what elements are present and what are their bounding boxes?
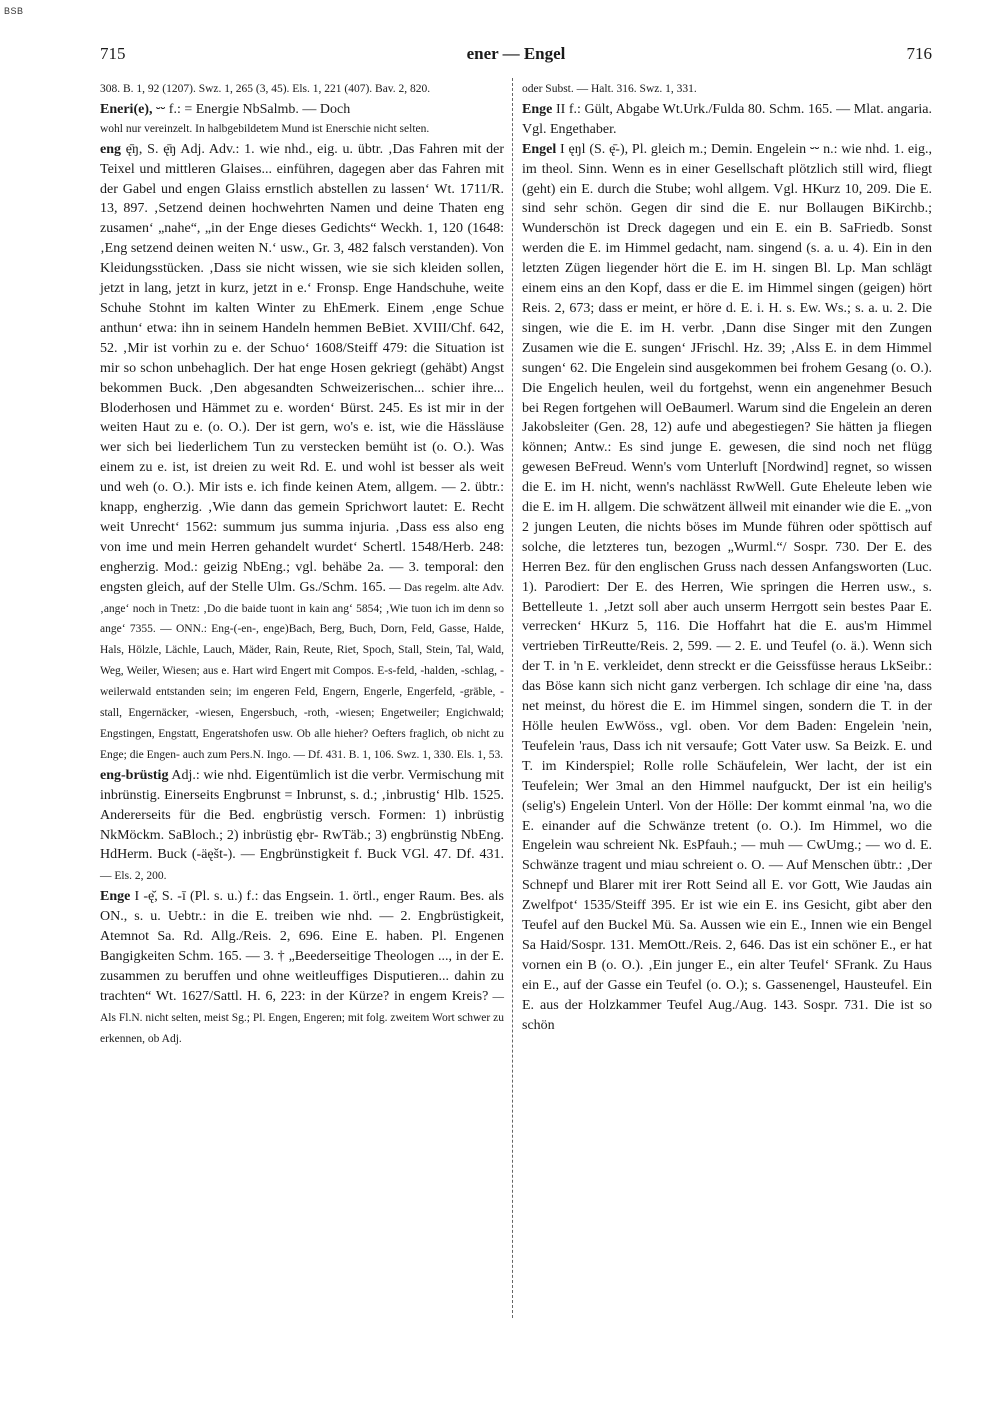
entry-eng-note: — Das regelm. alte Adv. ‚ange‘ noch in Tnetz: ‚Do die baide tuont in kain ang‘ 5854; ‚Wie tuon ich im denn so ange‘ 7355. — ONN.: Eng-(-en-, enge)Bach, Berg, Buch, Dorn, Feld, Gasse, Halde, Hals, Hölzle, Lächle, Lauch, Mäder, Rain, Reute, Riet, Spoch, Stall, Stein, Tal, Wald, Weg, Weiler, Wiesen; aus e. Hart wird Engert mit Compos. E-s-feld, -halden, -schlag, -weilerwald entstanden sein; im engeren Feld, Engern, Engerle, Engerfeld, -gräble, -stall, Engernäcker, -wiesen, Engersbuch, -roth, -wiesen; Engetweiler; Engichwald; Engstingen, Engstatt, Engeratshofen usw. Ob alle hieher? Oefters fraglich, ob nicht zu Enge; die Engen- auch zum Pers.N. Ingo. — Df. 431. B. 1, 106. Swz. 1, 330. Els. 1, 53.	[100, 581, 504, 761]
entry-continuation: 308. B. 1, 92 (1207). Swz. 1, 265 (3, 45). Els. 1, 221 (407). Bav. 2, 820.	[100, 83, 431, 95]
left-column	[100, 80, 504, 1050]
column-divider	[512, 78, 513, 1318]
entry-enge-1	[100, 887, 504, 1049]
headword-eng-bruestig: eng-brüstig	[100, 767, 169, 783]
entry-engel-1	[522, 140, 932, 1036]
page-number-right: 716	[906, 44, 932, 63]
entry-eng-bruestig-text: Adj.: wie nhd. Eigentümlich ist die verbr. Vermischung mit inbrünstig. Einerseits Engbrunst = Inbrunst, s. d.; ‚inbrustig‘ Hlb. 1525. Andererseits für die Bed. engbrüstig versch. Formen: 1) inbrüstig NkMöckm. SaBloch.; 2) inbrüstig ębr- RwTäb.; 3) engbrünstig NbEng. HdHerm. Buck (-äęšt-). — Engbrünstigkeit f. Buck VGl. 47. Df. 431.	[100, 767, 504, 863]
right-column	[522, 80, 932, 1036]
entry-eneri-text: ⏑⏑ f.: = Energie NbSalmb. — Doch	[152, 101, 351, 117]
headword-range: ener — Engel	[466, 44, 566, 63]
entry-enge-2	[522, 100, 932, 140]
page-header	[100, 44, 932, 68]
library-stamp: BSB	[4, 6, 24, 16]
page-number-left: 715	[100, 44, 126, 63]
entry-eng-bruestig	[100, 766, 504, 887]
entry-enge-2-text: II f.: Gült, Abgabe Wt.Urk./Fulda 80. Schm. 165. — Mlat. angaria. Vgl. Engethaber.	[522, 101, 932, 137]
entry-eneri-note: wohl nur vereinzelt. In halbgebildetem Mund ist Enerschie nicht selten.	[100, 122, 430, 135]
entry-enge-1-note: — Als Fl.N. nicht selten, meist Sg.; Pl. Engen, Engeren; mit folg. zweitem Wort schwer zu erkennen, ob Adj.	[100, 990, 504, 1045]
headword-engel-1: Engel	[522, 141, 557, 157]
entry-eng	[100, 140, 504, 766]
entry-eng-bruestig-note: — Els. 2, 200.	[100, 870, 167, 883]
headword-enge-2: Enge	[522, 101, 553, 117]
entry-enge-1-text: I -ę̆, S. -ī (Pl. s. u.) f.: das Engsein. 1. örtl., enger Raum. Bes. als ON., s. u. Uebtr.: in die E. treiben wie nhd. — 2. Engbrüstigkeit, Atemnot Sa. Rd. Allg./Reis. 2, 696. Eine E. haben. Pl. Engenen Bangigkeiten Schm. 165. — 3. † „Beederseitige Theologen ..., in der E. zusammen zu beruffen und ohne weitleuffiges Disputieren... dahin zu trachten“ Wt. 1627/Sattl. H. 6, 223: in der Kürze? in engem Kreis?	[100, 889, 504, 1004]
entry-eng-text: ę̄ŋ, S. ę̄ŋ Adj. Adv.: 1. wie nhd., eig. u. übtr. ‚Das Fahren mit der Teixel und mittleren Glaises... einführen, dagegen aber das Fahren mit der Gabel und engen Glaiss ernstlich abstellen zu lassen‘ Wt. 1711/R. 13, 897. ‚Setzend deinen hochwehrten Namen und deine Thaten eng zusamen‘ „nahe“, „in der Enge dieses Gedichts“ Weckh. 1, 120 (1648: ‚Eng setzend deinen weiten N.‘ usw., Gr. 3, 482 falsch verstanden). Von Kleidungsstücken. ‚Dass sie nicht wissen, wie sie sich kleiden sollen, jetzt in lang, jetzt in kurz, jetzt in e.‘ Fronsp. Enge Handschuhe, weite Schuhe Stohnt im kalten Winter zu EhEmerk. Einem ‚enge Schue anthun‘ etwa: ihn in seinem Handeln hemmen BeBiet. XVIII/Chf. 642, 52. ‚Mir ist vorhin zu e. der Schuo‘ 1608/Steiff 479: die Situation ist mir so schon unbehaglich. Der hat enge Hosen gekriegt (gehäbt) Angst bekommen Buck. ‚Den abgesandten Schweizerischen... schier ihre... Bloderhosen und Hämmet zu e. worden‘ Bürst. 245. Es ist mir in der weiten Haut zu e. (o. O.). Der ist gern, wo's e. ist, wie die Hässläuse wer sich bei liederlichem Tun zu verstecken bemüht ist (o. O.). Was einem zu e. ist, ist dreien zu weit Rd. E. und wohl ist besser als weit und weh (o. O.). Mir ists e. ich finde keinen Atem, allgem. — 2. übtr.: knapp, engherzig. ‚Wie dann das gemein Sprichwort lautet: E. Recht weit Unrecht‘ 1562: summum jus summa injuria. ‚Dass ess also eng von ime und mein Herren gehandelt wurdet‘ Schertl. 1548/Herb. 248: engherzig. Mod.: geizig NbEng.; vgl. behäbe 2a. — 3. temporal: den engsten gleich, auf der Stelle Ulm. Gs./Schm. 165.	[100, 141, 504, 595]
headword-eneri: Eneri(e),	[100, 101, 153, 117]
headword-enge-1: Enge	[100, 889, 131, 905]
headword-eng: eng	[100, 141, 121, 157]
entry-eneri	[100, 100, 504, 120]
entry-engel-1-text: I ęŋl (S. ę̄-), Pl. gleich m.; Demin. Engelein ⏑⏑ n.: wie nhd. 1. eig., im theol. Sinn. Wenn es in einer Gesellschaft plötzlich still wird, fliegt (geht) ein E. durch die Stube; wohl allgem. Vgl. HKurz 10, 209. Die E. sind sehr schön. Gegen dir sind die E. nur Bollaugen BiKirchb.; Wunderschön ist Dreck dagegen und ein E. ein B. SaFriedb. Sonst werden die E. im Himmel gedacht, nam. singend (s. a. u. 4). Ein in den letzten Zügen liegender hört die E. im H. singen Bl. Lp. Man schlägt einem eins an den Kopf, dass er die E. im Himmel singen (geigen) hört Reis. 2, 673; dass er meint, er höre d. E. i. H. s. Ew. Ws.; s. a. u. 2. Die singen, wie die E. im H. verbr. ‚Dann dise Singer mit den Zungen Zusamen wie die E. sungen‘ JFrischl. Hz. 39; ‚Alss E. in dem Himmel sungen‘ 62. Die Engelein sind ausgekommen bei frohem Gesang (o. O.). Die Engelich heulen, weil du fortgehst, wenn ein angenehmer Besuch bei Regen fortgehen will OeBaumerl. Warum sind die Engelein an deren Jakobsleiter (Gen. 28, 12) aufe und abegestiegen? Sie hätten ja fliegen können; Antw.: Es sind junge E. gewesen, die sind noch net flügg gewesen BeFreud. Wenn's vom Unterluft [Nordwind] regnet, so wissen die E. im H. nicht, wenn's nachlässt RwWell. Gute Eheleute leben wie die E. im H. allgem. Die schwätzent ällweil mit einander wie die E. „von 2 jungen Leuten, die nichts böses im Munde führen oder spöttisch auf solche, die letzteres tun, bezogen „Wurml.“/ Sospr. 730. Der E. des Herren Bez. für den englischen Gruss nach dessen Anfangsworten (Luc. 1). Parodiert: Der E. des Herren, Wie springen die Herren usw., s. Bettelleute 1. ‚Jetzt soll aber auch unserm Herrgott sein bestes Paar E. verrecken‘ HKurz 5, 116. Die Hoffahrt hat die E. aus'm Himmel vertrieben TirReutte/Reis. 2, 599. — 2. E. und Teufel (o. ä.). Wenn sich der T. in 'n E. verkleidet, denn streckt er die Geissfüsse heraus LkSeibr.: das Böse kann sich nicht ganz verbergen. Ich schlage dir eine 'na, dass net meinst, du hörest die E. im Himmel singen, sondern die T. in der Hölle heulen EwWöss., vgl. oben. Vor dem Baden: Engelein 'nein, Teufelein 'raus, Dass ich nit versaufe; Gott Vater usw. Sa Beizk. E. und T. im Kinderspiel; Rolle rolle Schäufelein, Wer lacht, der ist ein Teufelein; Wer 3mal an den Himmel naufguckt, Der ist ein heilig's (selig's) Engelein Unterl. Von der Hölle: Der kommt einmal 'na, wo die E. einander auf die Schwänze tretent (o. O.). Im Himmel, wo die Engelein wau schreient Nk. EsPfauh.; — muh — CwUmg.; — wo d. E. Schwänze tragent und miau schreient o. O. — Auf Menschen übtr.: ‚Der Schnepf und Blarer mit irer Rott Seind all E. vor Gott, Wie Jaudas ain Zwelfpot‘ 1535/Steiff 395. Er ist wie ein E. ins Gesicht, gibt aber den Teufel auf den Buckel Mü. Sa. Aussen wie ein E., Innen wie ein Bengel Sa Haid/Sospr. 131. MemOtt./Reis. 2, 646. Das ist ein schöner E., er hat vornen ein B (o. O.). ‚Ein junger E., ein alter Teufel‘ SFrank. Zu Haus ein E., auf der Gasse ein Teufel (o. O.); s. Gassenengel, Hausteufel. Ein E. aus der Holzkammer Teufel Aug./Aug. 143. Sospr. 731. Die ist so schön	[522, 141, 932, 1033]
entry-enge-1-continuation: oder Subst. — Halt. 316. Swz. 1, 331.	[522, 83, 697, 95]
